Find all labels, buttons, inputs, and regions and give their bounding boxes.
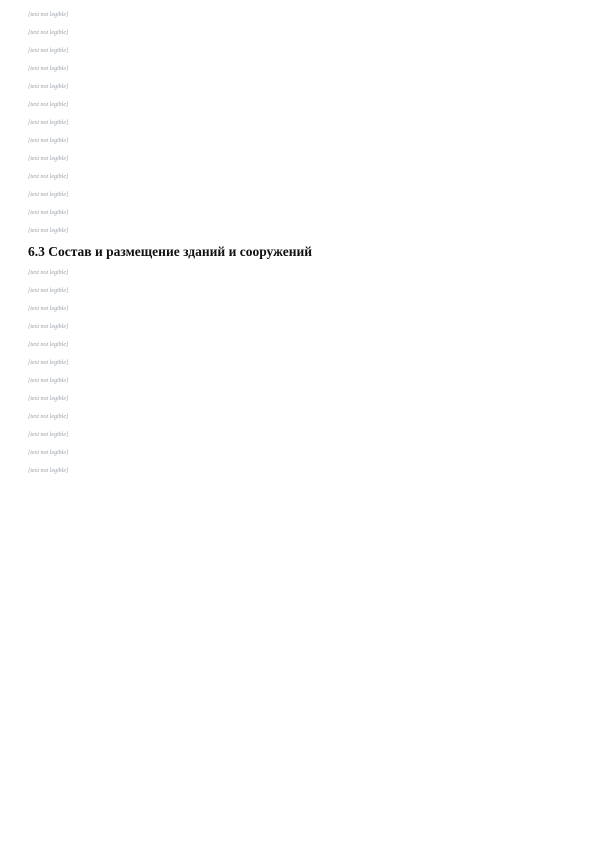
- paragraph: [text not legible]: [28, 288, 69, 294]
- section-before-heading: [28, 10, 567, 236]
- paragraph: [text not legible]: [28, 342, 69, 348]
- paragraph: [text not legible]: [28, 270, 69, 276]
- paragraph: [text not legible]: [28, 210, 69, 216]
- paragraph: [text not legible]: [28, 84, 69, 90]
- paragraph: [text not legible]: [28, 450, 69, 456]
- paragraph: [text not legible]: [28, 66, 69, 72]
- paragraph: [text not legible]: [28, 102, 69, 108]
- paragraph: [text not legible]: [28, 174, 69, 180]
- paragraph: [text not legible]: [28, 360, 69, 366]
- section-after-heading: [28, 268, 567, 476]
- paragraph: [text not legible]: [28, 324, 69, 330]
- paragraph: [text not legible]: [28, 306, 69, 312]
- paragraph: [text not legible]: [28, 432, 69, 438]
- paragraph: [text not legible]: [28, 48, 69, 54]
- paragraph: [text not legible]: [28, 468, 69, 474]
- paragraph: [text not legible]: [28, 378, 69, 384]
- paragraph: [text not legible]: [28, 12, 69, 18]
- paragraph: [text not legible]: [28, 414, 69, 420]
- paragraph: [text not legible]: [28, 228, 69, 234]
- paragraph: [text not legible]: [28, 396, 69, 402]
- paragraph: [text not legible]: [28, 156, 69, 162]
- section-heading: 6.3 Состав и размещение зданий и сооружений: [28, 244, 313, 259]
- paragraph: [text not legible]: [28, 120, 69, 126]
- paragraph: [text not legible]: [28, 30, 69, 36]
- paragraph: [text not legible]: [28, 192, 69, 198]
- paragraph: [text not legible]: [28, 138, 69, 144]
